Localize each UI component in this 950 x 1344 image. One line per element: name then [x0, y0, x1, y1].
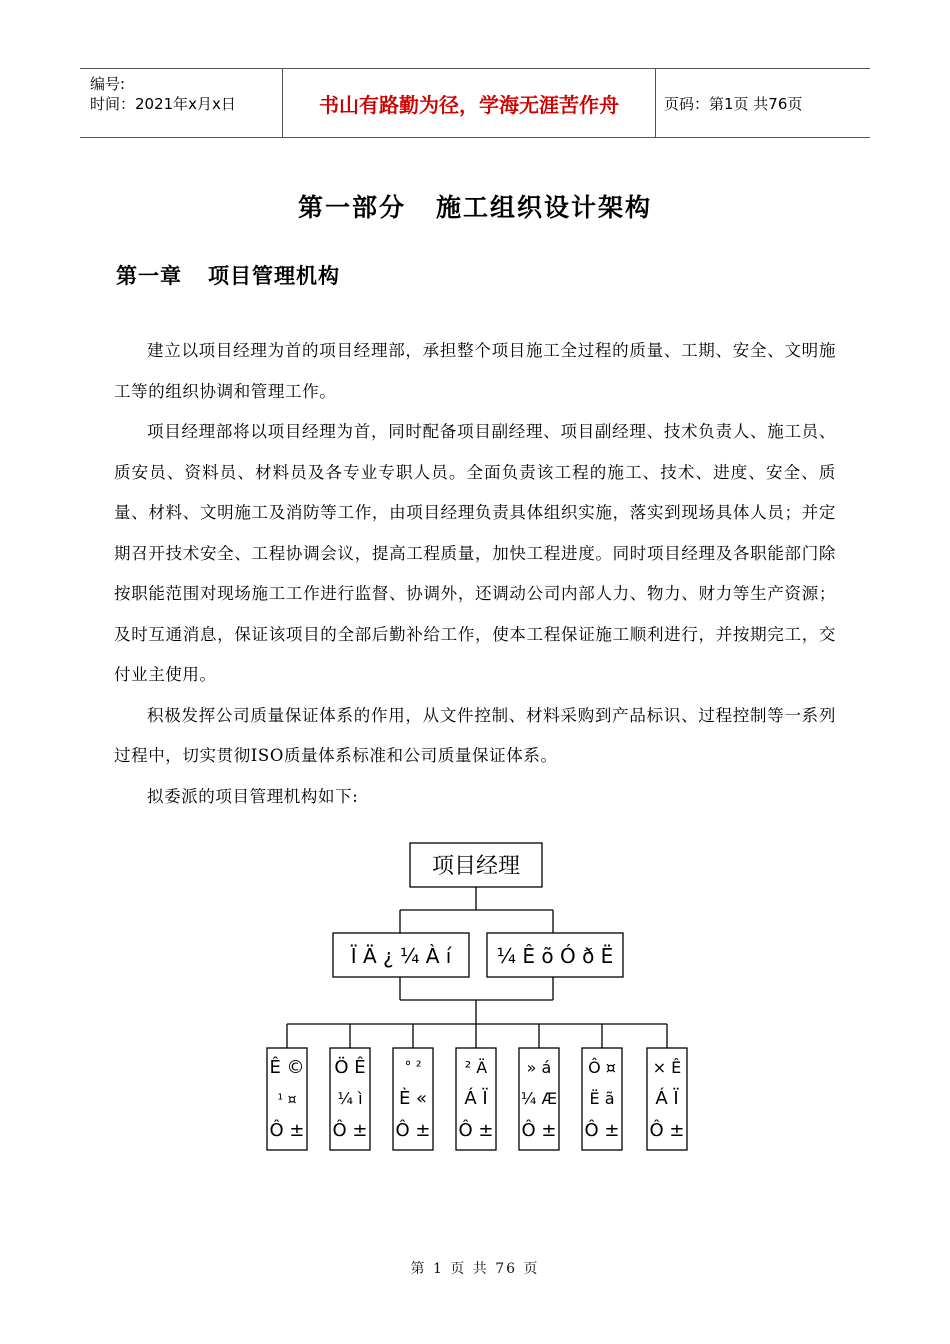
org-label-level3: Ê © [269, 1057, 305, 1078]
paragraph: 积极发挥公司质量保证体系的作用，从文件控制、材料采购到产品标识、过程控制等一系列过程中，切实贯彻ISO质量体系标准和公司质量保证体系。 [114, 705, 836, 765]
paragraph: 项目经理部将以项目经理为首，同时配备项目副经理、项目副经理、技术负责人、施工员、质安员、资料员、材料员及各专业专职人员。全面负责该工程的施工、技术、进度、安全、质量、材料、文明施工及消防等工作，由项目经理负责具体组织实施，落实到现场具体人员；并定期召开技术安全、工程协调会议，提高工程质量，加快工程进度。同时项目经理及各职能部门除按职能范围对现场施工工作进行监督、协调外，还调动公司内部人力、物力、财力等生产资源；及时互通消息，保证该项目的全部后勤补给工作，使本工程保证施工顺利进行，并按期完工，交付业主使用。 [114, 422, 836, 684]
paragraph: 建立以项目经理为首的项目经理部，承担整个项目施工全过程的质量、工期、安全、文明施工等的组织协调和管理工作。 [114, 341, 836, 401]
org-label-level3: ¼ ì [337, 1089, 363, 1108]
org-label-level3: Ë ã [589, 1089, 615, 1108]
document-number-label: 编号: [90, 75, 126, 93]
org-label-level3: ° ² [404, 1059, 422, 1075]
org-label-level3: Ô ¤ [588, 1058, 616, 1077]
part-name: 施工组织设计架构 [436, 193, 653, 222]
org-label-level3: × Ê [652, 1058, 682, 1077]
org-level3-group [267, 1024, 687, 1150]
org-label-level3: Ô ± [584, 1120, 620, 1141]
org-label-level3: Ô ± [521, 1120, 557, 1141]
org-label-level3: Ô ± [332, 1120, 368, 1141]
org-label-level3: Ö Ê [334, 1057, 366, 1078]
org-label-level3: Ô ± [269, 1120, 305, 1141]
org-label-level3: Á Ï [464, 1088, 488, 1109]
org-label-level3: Ô ± [649, 1120, 685, 1141]
org-label-level3: È « [398, 1088, 428, 1109]
org-label-project-manager: 项目经理 [431, 854, 521, 879]
org-label-level2: ¼ Ê õ Ó ð Ë [496, 944, 614, 968]
org-label-level3: ¹ ¤ [277, 1092, 297, 1108]
org-label-level2: Ï Ä ¿ ¼ À í [350, 944, 452, 968]
org-label-level3: » á [526, 1058, 552, 1077]
chapter-name: 项目管理机构 [208, 263, 340, 288]
org-label-level3: Ô ± [395, 1120, 431, 1141]
chapter-number: 第一章 [116, 263, 182, 288]
org-label-level3: ² Ä [464, 1058, 488, 1077]
paragraph: 拟委派的项目管理机构如下: [147, 786, 359, 806]
org-label-level3: Ô ± [458, 1120, 494, 1141]
header-page-info: 页码：第1页 共76页 [664, 94, 803, 113]
part-number: 第一部分 [297, 193, 406, 222]
document-time: 时间：2021年x月x日 [90, 95, 236, 113]
org-label-level3: ¼ Æ [520, 1089, 558, 1108]
org-label-level3: Á Ï [655, 1088, 679, 1109]
page-footer: 第 1 页 共 76 页 [410, 1261, 540, 1277]
header-motto: 书山有路勤为径，学海无涯苦作舟 [282, 69, 656, 137]
